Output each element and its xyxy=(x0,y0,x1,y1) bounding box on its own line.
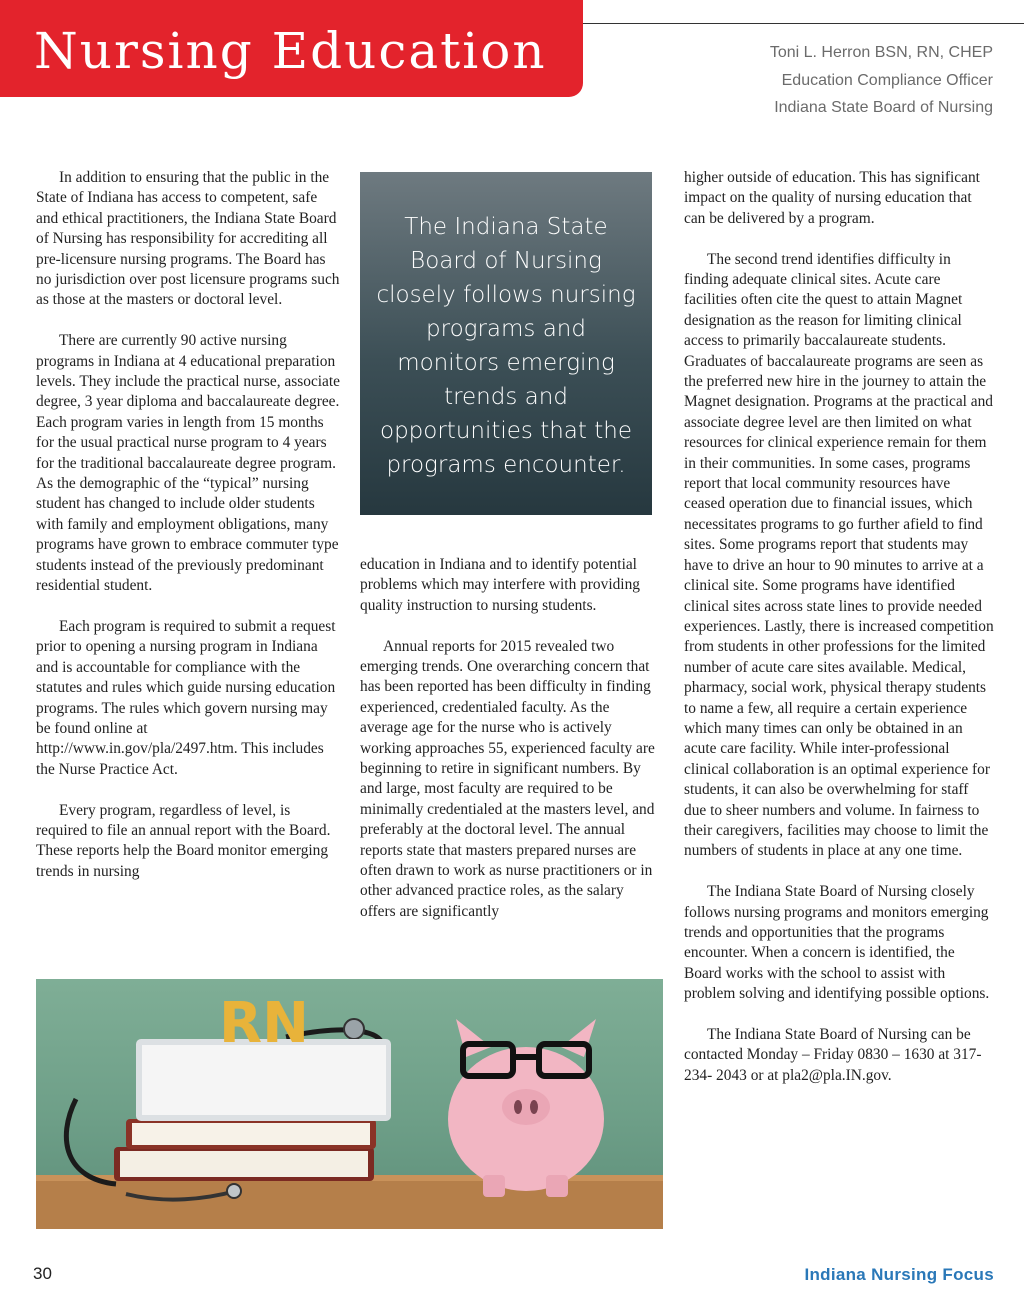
paragraph: Annual reports for 2015 revealed two emerging trends. One overarching concern that has been reported has been difficulty in finding experienced, credentialed faculty. As the average age for the nurse who is actively working approaches 55, experienced faculty are beginning to retire in significant numbers. By and large, most faculty are required to be minimally credentialed at the masters level, and preferably at the doctoral level. The annual reports state that masters prepared nurses are often drawn to work as nurse practitioners or in other advanced practice roles, as the salary offers are significantly xyxy=(360,637,655,920)
article-column-2 xyxy=(360,555,660,943)
paragraph: Each program is required to submit a request prior to opening a nursing program in Indiana and is accountable for compliance with the statutes and rules which guide nursing education programs. The rules which govern nursing may be found online at http://www.in.gov/pla/2497.htm. This includes the Nurse Practice Act. xyxy=(36,617,336,778)
header-rule xyxy=(583,23,1024,24)
paragraph: The Indiana State Board of Nursing closely follows nursing programs and monitors emerging trends and opportunities that the programs encounter. When a concern is identified, the Board works with the school to assist with problem solving and identifying possible options. xyxy=(684,883,990,1003)
page-number: 30 xyxy=(33,1264,52,1283)
article-column-1 xyxy=(36,168,341,903)
paragraph: In addition to ensuring that the public in the State of Indiana has access to competent, safe and ethical practitioners, the Indiana State Board of Nursing has responsibility for accrediting all pre-licensure nursing programs. The Board has no jurisdiction over post licensure programs such as those at the masters or doctoral level. xyxy=(36,169,340,309)
paragraph: education in Indiana and to identify potential problems which may interfere with providing quality instruction to nursing students. xyxy=(360,556,640,614)
paragraph: The Indiana State Board of Nursing can be contacted Monday – Friday 0830 – 1630 at 317- 234- 2043 or at pla2@pla.IN.gov. xyxy=(684,1026,982,1084)
header-banner xyxy=(0,0,583,97)
paragraph: Every program, regardless of level, is required to file an annual report with the Board. These reports help the Board monitor emerging trends in nursing xyxy=(36,801,331,880)
book-stack xyxy=(114,1039,391,1181)
page-title: Nursing Education xyxy=(34,22,547,80)
article-photo xyxy=(36,979,663,1229)
paragraph: The second trend identifies difficulty in finding adequate clinical sites. Acute care facilities often cite the quest to attain Magnet designation as the reason for limiting clinical access to primarily baccalaureate students. Graduates of baccalaureate programs are seen as the preferred new hire in the journey to attain the Magnet designation. Programs at the practical and associate degree level are then limited on what resources for clinical experience remain for them in their communities. In some cases, programs report that local community resources have ceased operation due to financial issues, which necessitates programs to go further afield to find sites. Some programs report that students may have to drive an hour to 90 minutes to arrive at a clinical site. Some programs have identified clinical sites across state lines to provide needed experiences. Lastly, there is increased competition from students in other professions for the limited number of acute care sites available. Medical, pharmacy, social work, physical therapy students to name a few, all require a certain experience which many times can only be obtained in an acute care facility. While inter-professional clinical collaboration is an optimal experience for students, it can also be overwhelming for staff due to sheer numbers and volume. In fairness to their caregivers, facilities may choose to limit the numbers of students in place at any one time. xyxy=(684,250,994,860)
rn-blocks xyxy=(219,991,309,1056)
pull-quote: The Indiana State Board of Nursing closely follows nursing programs and monitors emerging trends and opportunities that the programs encounter. xyxy=(360,172,652,515)
author-role: Education Compliance Officer xyxy=(781,71,993,89)
piggy-bank-icon xyxy=(448,1019,604,1197)
author-byline xyxy=(770,39,993,122)
photo-illustration xyxy=(36,979,663,1229)
author-organization: Indiana State Board of Nursing xyxy=(774,99,993,116)
wooden-table xyxy=(36,1175,663,1229)
publication-name: Indiana Nursing Focus xyxy=(804,1265,994,1284)
author-name: Toni L. Herron BSN, RN, CHEP xyxy=(769,44,993,61)
svg-text:RN: RN xyxy=(219,991,309,1056)
article-column-3 xyxy=(684,168,994,1107)
stethoscope-icon xyxy=(66,1099,116,1184)
paragraph: There are currently 90 active nursing programs in Indiana at 4 educational preparation levels. They include the practical nurse, associate degree, 3 year diploma and baccalaureate degree. Each program varies in length from 15 months for the usual practical nurse program to 4 years for the traditional baccalaureate degree program. As the demographic of the “typical” nursing student has changed to include older students with family and employment obligations, many programs have grown to embrace commuter type students instead of the previously predominant residential student. xyxy=(36,332,340,595)
paragraph: higher outside of education. This has significant impact on the quality of nursing education that can be delivered by a program. xyxy=(684,169,980,227)
